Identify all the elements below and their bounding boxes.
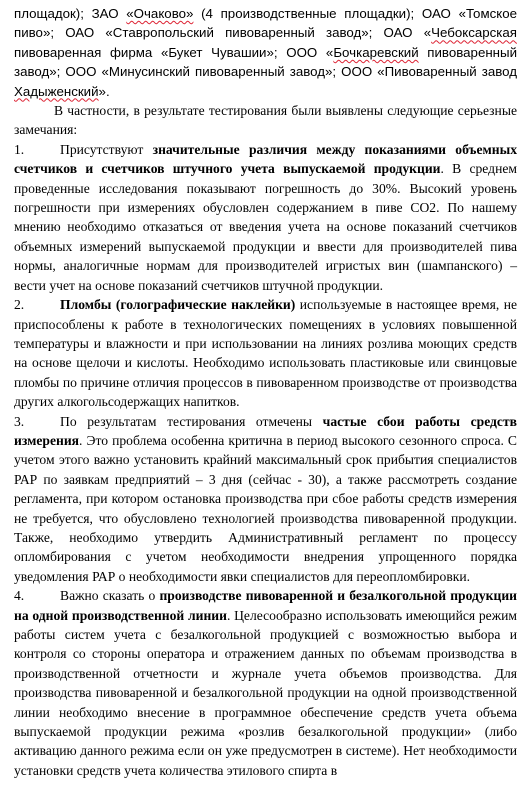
item-number: 4. xyxy=(14,588,25,604)
text-run: . Это проблема особенна критична в период высокого сезонного спроса. С учетом этого важно установить крайний максимальный срок прибытия специалистов РАР по заявкам предприятий – 3 дня (сейчас - 30), а также рассмотреть создание регламента, при котором остановка производства при сбое работы средств измерения не требуется, что обусловлено технологией производства пивоваренной продукции. Также, необходимо утвердить Административный регламент по процессу опломбирования с учетом необходимости внедрения упрощенного порядка уведомления РАР о необходимости явки специалистов для переопломбировки. xyxy=(14,432,517,584)
text-run: Присутствуют xyxy=(60,141,153,157)
item-number: 2. xyxy=(14,297,25,313)
text-run: По результатам тестирования отмечены xyxy=(60,413,323,429)
text-run: . В среднем проведенные исследования показывают погрешность до 30%. Высокий уровень погрешности при измерениях обусловлен содержанием в пиве СО2. По нашему мнению необходимо отказаться от введения учета на основе показаний счетчиков объемных измерений выпускаемой продукции и ввести для производителей пива нормы, аналогичные нормам для производителей игристых вин (шампанского) – вести учет на основе показаний счетчиков штучной продукции. xyxy=(14,161,517,293)
text-run: Важно сказать о xyxy=(60,588,160,604)
text-run: пивоваренный завод»; ООО «Минусинский пивоваренный завод»; ООО «Пивоваренный завод xyxy=(14,44,518,80)
intro-paragraph: В частности, в результате тестирования были выявлены следующие серьезные замечания: xyxy=(14,103,517,138)
text-run: (4 производственные площадки); ОАО «Томское пиво»; ОАО «Ставропольский пивоваренный завод»; ОАО « xyxy=(14,6,517,41)
text-run: площадок); ЗАО xyxy=(14,6,127,21)
company-list-paragraph xyxy=(14,4,517,101)
item-number: 1. xyxy=(14,141,25,157)
text-run: ». xyxy=(98,83,110,99)
spellcheck-word: Хадыженский xyxy=(14,83,99,99)
bold-text: частые сбои работы средств измерения xyxy=(14,413,517,448)
item-number: 3. xyxy=(14,413,25,429)
spellcheck-word: Чебоксарская xyxy=(431,25,517,41)
spellcheck-word: «Очаково» xyxy=(126,6,194,21)
bold-text: производстве пивоваренной и безалкогольной продукции на одной производственной линии xyxy=(14,588,517,623)
list-item xyxy=(14,412,517,587)
text-run: используемые в настоящее время, не приспособлены к работе в технологических помещениях в условиях повышенной температуры и влажности и при использовании на линиях розлива моющих средств на основе щелочи и кислоты. Необходимо использовать пластиковые или свинцовые пломбы по причине отличия процессов в пивоваренном производстве от производства других алкогольсодержащих напитков. xyxy=(14,297,517,410)
text-run: пивоваренная фирма «Букет Чувашии»; ООО « xyxy=(14,44,334,60)
bold-text: Пломбы (голографические наклейки) xyxy=(60,297,296,313)
spellcheck-word: Бочкаревский xyxy=(333,44,419,60)
bold-text: значительные различия между показаниями объемных счетчиков и счетчиков штучного учета выпускаемой продукции xyxy=(14,141,517,177)
list-item xyxy=(14,586,517,780)
text-run: . Целесообразно использовать имеющийся режим работы систем учета с безалкогольной продукцией с возможностью выбора и контроля со стороны оператора и отражением данных по объемам производства в производственной отчетности и журнале учета объемов производства. Для производства пивоваренной и безалкогольной продукции на одной производственной линии необходимо внесение в программное обеспечение средств учета объема выпускаемой продукции режима «розлив безалкогольной продукции» (либо активацию данного режима если он уже предусмотрен в системе). Нет необходимости установки средств учета количества этилового спирта в xyxy=(14,607,517,778)
list-item xyxy=(14,295,517,411)
list-item xyxy=(14,140,517,295)
